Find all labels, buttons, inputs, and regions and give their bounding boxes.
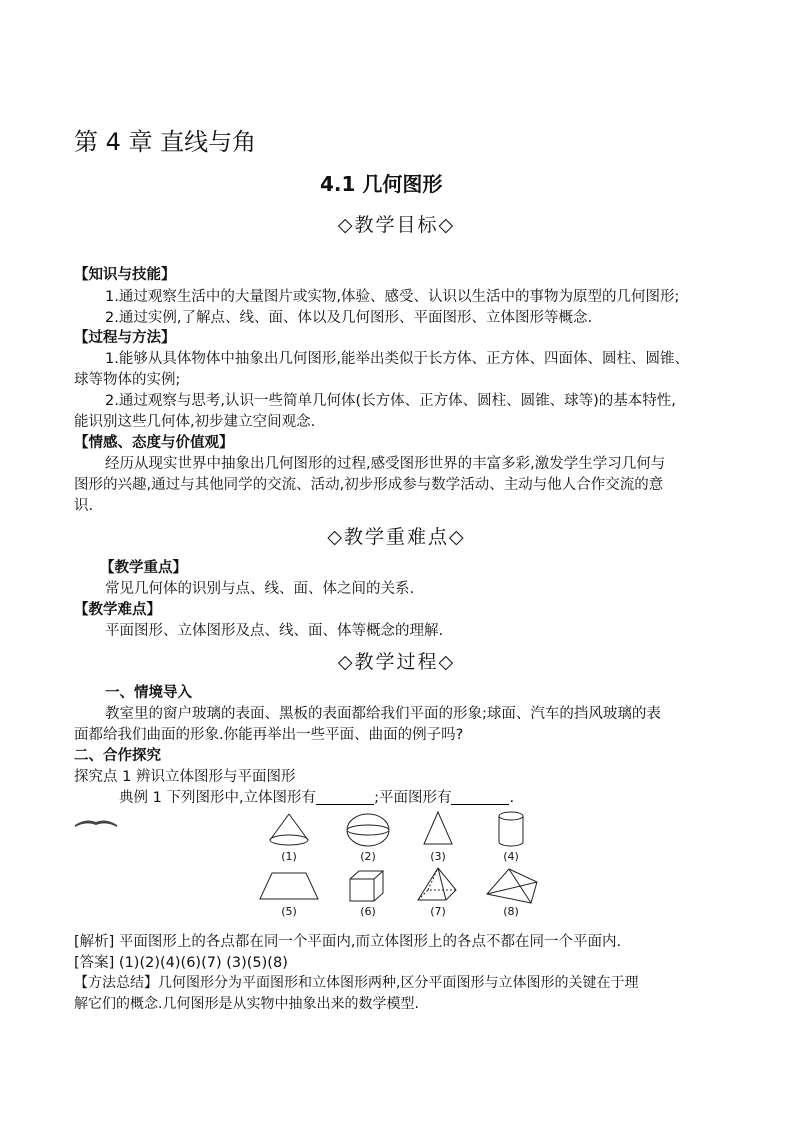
- intro-label: 一、情境导入: [105, 685, 192, 701]
- example-mid: ;平面图形有: [374, 790, 452, 806]
- figure-label-1: (1): [281, 850, 297, 863]
- process-heading: ◇教学过程◇: [337, 651, 456, 673]
- cone-figure: [266, 812, 312, 848]
- knowledge-item-2: 2.通过实例,了解点、线、面、体以及几何图形、平面图形、立体图形等概念.: [105, 310, 593, 326]
- explore-label: 二、合作探究: [74, 748, 161, 764]
- example-prefix: 典例 1 下列图形中,立体图形有: [119, 790, 317, 806]
- trapezoid-figure: [258, 870, 320, 902]
- knowledge-label: 【知识与技能】: [74, 267, 176, 283]
- emotion-label: 【情感、态度与价值观】: [74, 435, 234, 451]
- intro-text-b: 面都给我们曲面的形象.你能再举出一些平面、曲面的例子吗?: [74, 727, 464, 743]
- figure-label-8: (8): [503, 905, 519, 918]
- emotion-text-c: 识.: [74, 498, 94, 514]
- key-point-text: 常见几何体的识别与点、线、面、体之间的关系.: [105, 581, 415, 597]
- figure-label-7: (7): [430, 905, 446, 918]
- process-item-2a: 2.通过观察与思考,认识一些简单几何体(长方体、正方体、圆柱、圆锥、球等)的基本特性,: [105, 393, 676, 409]
- figure-label-6: (6): [360, 905, 376, 918]
- figure-label-4: (4): [503, 850, 519, 863]
- answer-blank-solid[interactable]: [316, 790, 374, 805]
- example-question: [119, 786, 514, 807]
- goals-heading: ◇教学目标◇: [337, 214, 456, 236]
- sphere-figure: [344, 812, 392, 848]
- pyramid-figure: [416, 866, 460, 906]
- chapter-title: 第 4 章 直线与角: [74, 128, 257, 156]
- process-item-2b: 能识别这些几何体,初步建立空间观念.: [74, 414, 316, 430]
- emotion-text-b: 图形的兴趣,通过与其他同学的交流、活动,初步形成参与数学活动、主动与他人合作交流的意: [74, 477, 664, 493]
- example-book-icon: [74, 816, 118, 828]
- process-item-1b: 球等物体的实例;: [74, 372, 181, 388]
- section-title: 4.1 几何图形: [320, 172, 443, 196]
- triangle-figure: [422, 810, 454, 848]
- figure-label-5: (5): [281, 905, 297, 918]
- example-end: .: [509, 790, 515, 806]
- process-label: 【过程与方法】: [74, 330, 176, 346]
- cylinder-figure: [496, 810, 526, 848]
- analysis-text: [解析] 平面图形上的各点都在同一个平面内,而立体图形上的各点不都在同一个平面内.: [74, 934, 622, 950]
- cube-figure: [347, 868, 387, 904]
- figure-label-3: (3): [430, 850, 446, 863]
- explore-point-label: 探究点 1 辨识立体图形与平面图形: [74, 769, 296, 785]
- hard-point-text: 平面图形、立体图形及点、线、面、体等概念的理解.: [105, 623, 444, 639]
- quadrilateral-diagonals-figure: [485, 866, 541, 906]
- answer-blank-plane[interactable]: [451, 790, 509, 805]
- summary-text-b: 解它们的概念.几何图形是从实物中抽象出来的数学模型.: [74, 996, 419, 1012]
- difficulty-heading: ◇教学重难点◇: [327, 526, 466, 548]
- figure-label-2: (2): [360, 850, 376, 863]
- answer-text: [答案] (1)(2)(4)(6)(7) (3)(5)(8): [74, 955, 288, 971]
- emotion-text-a: 经历从现实世界中抽象出几何图形的过程,感受图形世界的丰富多彩,激发学生学习几何与: [105, 456, 666, 472]
- key-point-label: 【教学重点】: [100, 560, 187, 576]
- summary-text-a: 【方法总结】几何图形分为平面图形和立体图形两种,区分平面图形与立体图形的关键在于理: [74, 975, 639, 991]
- hard-point-label: 【教学难点】: [74, 602, 161, 618]
- process-item-1a: 1.能够从具体物体中抽象出几何图形,能举出类似于长方体、正方体、四面体、圆柱、圆锥、: [105, 351, 689, 367]
- knowledge-item-1: 1.通过观察生活中的大量图片或实物,体验、感受、认识以生活中的事物为原型的几何图形;: [105, 289, 680, 305]
- intro-text-a: 教室里的窗户玻璃的表面、黑板的表面都给我们平面的形象;球面、汽车的挡风玻璃的表: [105, 706, 661, 722]
